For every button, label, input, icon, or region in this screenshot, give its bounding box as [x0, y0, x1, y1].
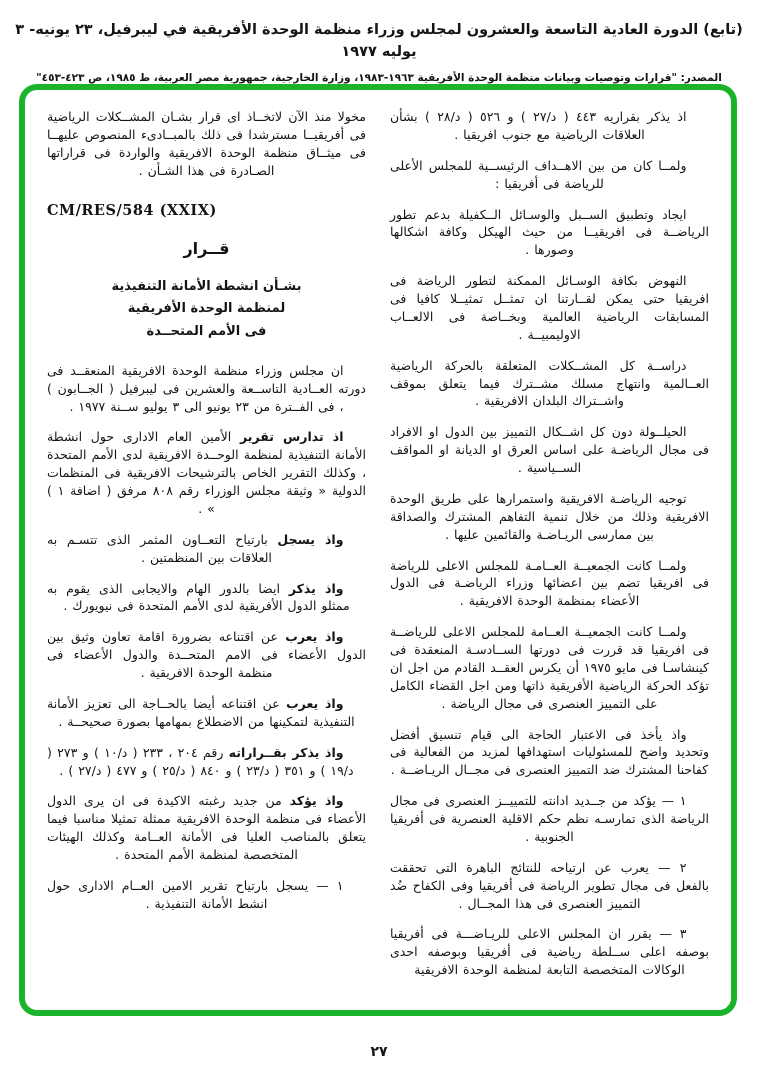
resolution-subtitle-line-2: لمنظمة الوحدة الأفريقية — [127, 301, 286, 317]
operative-item-3-right: ٣ — يقرر ان المجلس الاعلى للريـاضـــة فى أفريقيا بوصفه اعلى ســلطة رياضية فى أفريقيا وبوصفه احدى الوكالات المتخصصة التابعة لمنظمة الوحدة الافريقية — [390, 926, 709, 978]
paragraph-text: رقم ٢٠٤ ، ٢٣٣ ( د/١٠ ) و ٢٧٣ ( د/١٩ ) و ٣٥١ ( د/٢٣ ) و ٨٤٠ ( د/٢٥ ) و ٤٧٧ ( د/٢٧ ) . — [47, 744, 354, 778]
paragraph-ways-means: ايجاد وتطبيق الســبل والوسـائل الــكفيلة بدعم تطور الرياضــة فى افريقيــا من حيث الهيكل وكافة اشكالها وصورها . — [390, 206, 709, 258]
paragraph-recalling-role — [47, 580, 366, 616]
right-column — [390, 108, 709, 1000]
left-column — [47, 108, 366, 1000]
resolution-subtitle-line-1: بشـأن انشطة الأمانة التنفيذية — [111, 278, 302, 294]
paragraph-lead: واذ يعرب — [285, 629, 344, 645]
paragraph-recalling-resolution-numbers — [47, 744, 366, 780]
paragraph-promotion-sport: النهوض بكافة الوسـائل الممكنة لتطور الرياضة فى افريقيا حتى يمكن لقــارتنا ان تمثــل تمثيــلا كافيا فى المسابقات الرياضية العالمية وبخــاصة فى الالعــاب الاوليمبيــة . — [390, 273, 709, 342]
paragraph-general-assembly-members: ولمــا كانت الجمعيــة العــامـة للمجلس الاعلى للرياضة فى افريقيا تضم بين اعضائها وزراء الرياضـة فى الدول الأعضاء بمنظمة الوحدة الافريقية . — [390, 557, 709, 609]
header-source-line: المصدر: "قرارات وتوصيات وبيانات منظمة الوحدة الأفريقية ١٩٦٣-١٩٨٣، وزارة الخارجية، جمهورية مصر العربية، ط ١٩٨٥، ص ٤٢٣-٤٥٣" — [36, 71, 722, 84]
page-header — [0, 0, 758, 84]
paragraph-lead: واذ يعرب — [286, 695, 344, 711]
header-session-line: (تابع) الدورة العادية التاسعة والعشرون لمجلس وزراء منظمة الوحدة الأفريقية في ليبرفيل، ٢٣ يونيه- ٣ يوليه ١٩٧٧ — [15, 22, 743, 60]
operative-item-1-left — [47, 877, 366, 913]
paragraph-kinshasa-session: ولمــا كانت الجمعيــة العــامة للمجلس الاعلى للرياضــة فى افريقيا قد قررت فى دورتها الســادسـة المنعقدة فى كينشاسـا فى مايو ١٩٧٥ أن يكرس العقــد القادم من اجل ان تؤكد الحركة الرياضية الأفريقية ذاتها ومن اجل القضاء الكامل على التمييز العنصرى فى مجال الرياضة . — [390, 624, 709, 711]
page-number: ٢٧ — [370, 1044, 388, 1060]
paragraph-text: الأمين العام الادارى حول انشطة الأمانة التنفيذية لمنظمة الوحــدة الافريقية لدى الأمم المتحدة ، وكذلك التقرير الخاص بالترشيحات الافريقية فى المنظمات الدولية « وثيقة مجلس الوزراء رقم ٨٠٨ مرفق ( اضافة ١ ) » . — [47, 429, 366, 516]
paragraph-lead: اذ تدارس تقرير — [239, 429, 344, 445]
paragraph-lead: واذ يذكر — [288, 580, 344, 596]
paragraph-better-coordination: واذ يأخذ فى الاعتبار الحاجة الى قيام تنسيق أفضل وتحديد واضح للمسئوليات استهدافها لمزيد من الفعالية فى كفاحنا المشترك ضد التمييز العنصرى فى مجــال الريـاضــة . — [390, 726, 709, 778]
resolution-title: قــرار — [183, 238, 230, 258]
paragraph-lead: واذ يؤكد — [289, 793, 344, 809]
paragraph-reaffirming-desire — [47, 792, 366, 864]
paragraph-having-examined-report — [47, 428, 366, 517]
paragraph-council-session — [47, 362, 366, 416]
paragraph-lead: واذ يسجل — [277, 531, 344, 547]
paragraph-convinced-strengthening — [47, 695, 366, 731]
paragraph-noting-cooperation — [47, 531, 366, 567]
paragraph-text: عن اقتناعه بضرورة اقامة تعاون وثيق بين الدول الأعضاء فى الامم المتحــدة والدول الأعضاء فى منظمة الوحدة الافريقية . — [47, 629, 366, 680]
paragraph-text: ايضا بالدور الهام والايجابى الذى يقوم به ممثلو الدول الأفريقية لدى الأمم المتحدة فى نيويورك . — [47, 580, 350, 614]
paragraph-recalling-resolutions: اذ يذكر بقراريه ٤٤٣ ( د/٢٧ ) و ٥٢٦ ( د/٢٨ ) بشأن العلاقات الرياضية مع جنوب افريقيا . — [390, 109, 687, 142]
resolution-subtitle-line-3: فى الأمم المتحــدة — [146, 324, 267, 339]
paragraph-prevent-discrimination: الحيلــولة دون كل اشــكال التمييز بين الدول او الافراد فى مجال الرياضـة على اساس العرق او الديانة او المواقف الســياسية . — [390, 424, 709, 475]
paragraph-continuation-previous-resolution: مخولا منذ الآن لاتخــاذ اى قرار بشـان المشــكلات الرياضية فى أفريقيــا مسترشدا فى ذلك بالمبــادىء المنصوص عليهــا فى ميثــاق منظمة الوحدة الافريقية والواردة فى قراراتها الصـادرة فى هذا الشـأن . — [47, 109, 366, 178]
resolution-reference-number: CM/RES/584 (XXIX) — [47, 201, 217, 219]
paragraph-study-problems: دراســة كل المشــكلات المتعلقة بالحركة الرياضية العــالمية وانتهاج مسلك مشــترك فيما يتعلق بموقف واشــتراك البلدان الافريقية . — [390, 357, 709, 409]
resolution-subtitle — [47, 276, 366, 344]
paragraph-text: من جديد رغبته الاكيدة فى ان يرى الدول الأعضاء فى منظمة الوحدة الافريقية ممثلة تمثيلا مناسبا فيما يتعلق بالمناصب العليا فى الأمانة العــامة وكذلك الهيئات المتخصصة لمنظمة الأمم المتحدة . — [47, 793, 366, 862]
green-border-frame — [19, 84, 737, 1016]
paragraph-text: ان مجلس وزراء منظمة الوحدة الافريقية المنعقــد فى دورته العــادية التاســعة والعشرين فى ليبرفيل ( الجــابون ) ، فى الفــترة من ٢٣ يونيو الى ٣ يوليو ســنة ١٩٧٧ . — [47, 362, 366, 414]
operative-item-2-right: ٢ — يعرب عن ارتياحه للنتائج الباهرة التى تحققت بالفعل فى مجال تطوير الرياضة فى أفريقيا وفى الكفاح ضُد التمييز العنصرى فى هذا المجــال . — [390, 859, 709, 911]
operative-item-1-right: ١ — يؤكد من جــديد ادانته للتمييــز العنصرى فى مجال الرياضة الذى تمارسـه نظم حكم الاقلية العنصرية فى أفريقيا الجنوبية . — [390, 793, 709, 844]
paragraph-text: عن اقتناعه أيضا بالحــاجة الى تعزيز الأمانة التنفيذية لتمكينها من الاضطلاع بمهامها بصورة صحيحــة . — [47, 695, 355, 729]
paragraph-text: بارتياح التعــاون المثمر الذى تتسـم به العلاقات بين المنظمتين . — [47, 531, 278, 565]
paragraph-convinced-cooperation — [47, 628, 366, 682]
paragraph-text: ١ — يسجل بارتياح تقرير الامين العــام الادارى حول انشط الأمانة التنفيذية . — [47, 877, 344, 911]
paragraph-guide-african-sport: توجيه الرياضـة الافريقية واستمرارها على طريق الوحدة الافريقية وذلك من خلال تنمية التفاهم المشترك والصداقة بين ممارسى الريـاضـة والقائمين عليها . — [390, 490, 709, 542]
two-column-layout — [47, 108, 709, 1000]
paragraph-lead: واذ يذكر بقــراراته — [228, 744, 344, 760]
paragraph-main-objectives: ولمــا كان من بين الاهــداف الرئيســية للمجلس الأعلى للرياضة فى أفريقيا : — [390, 157, 687, 191]
